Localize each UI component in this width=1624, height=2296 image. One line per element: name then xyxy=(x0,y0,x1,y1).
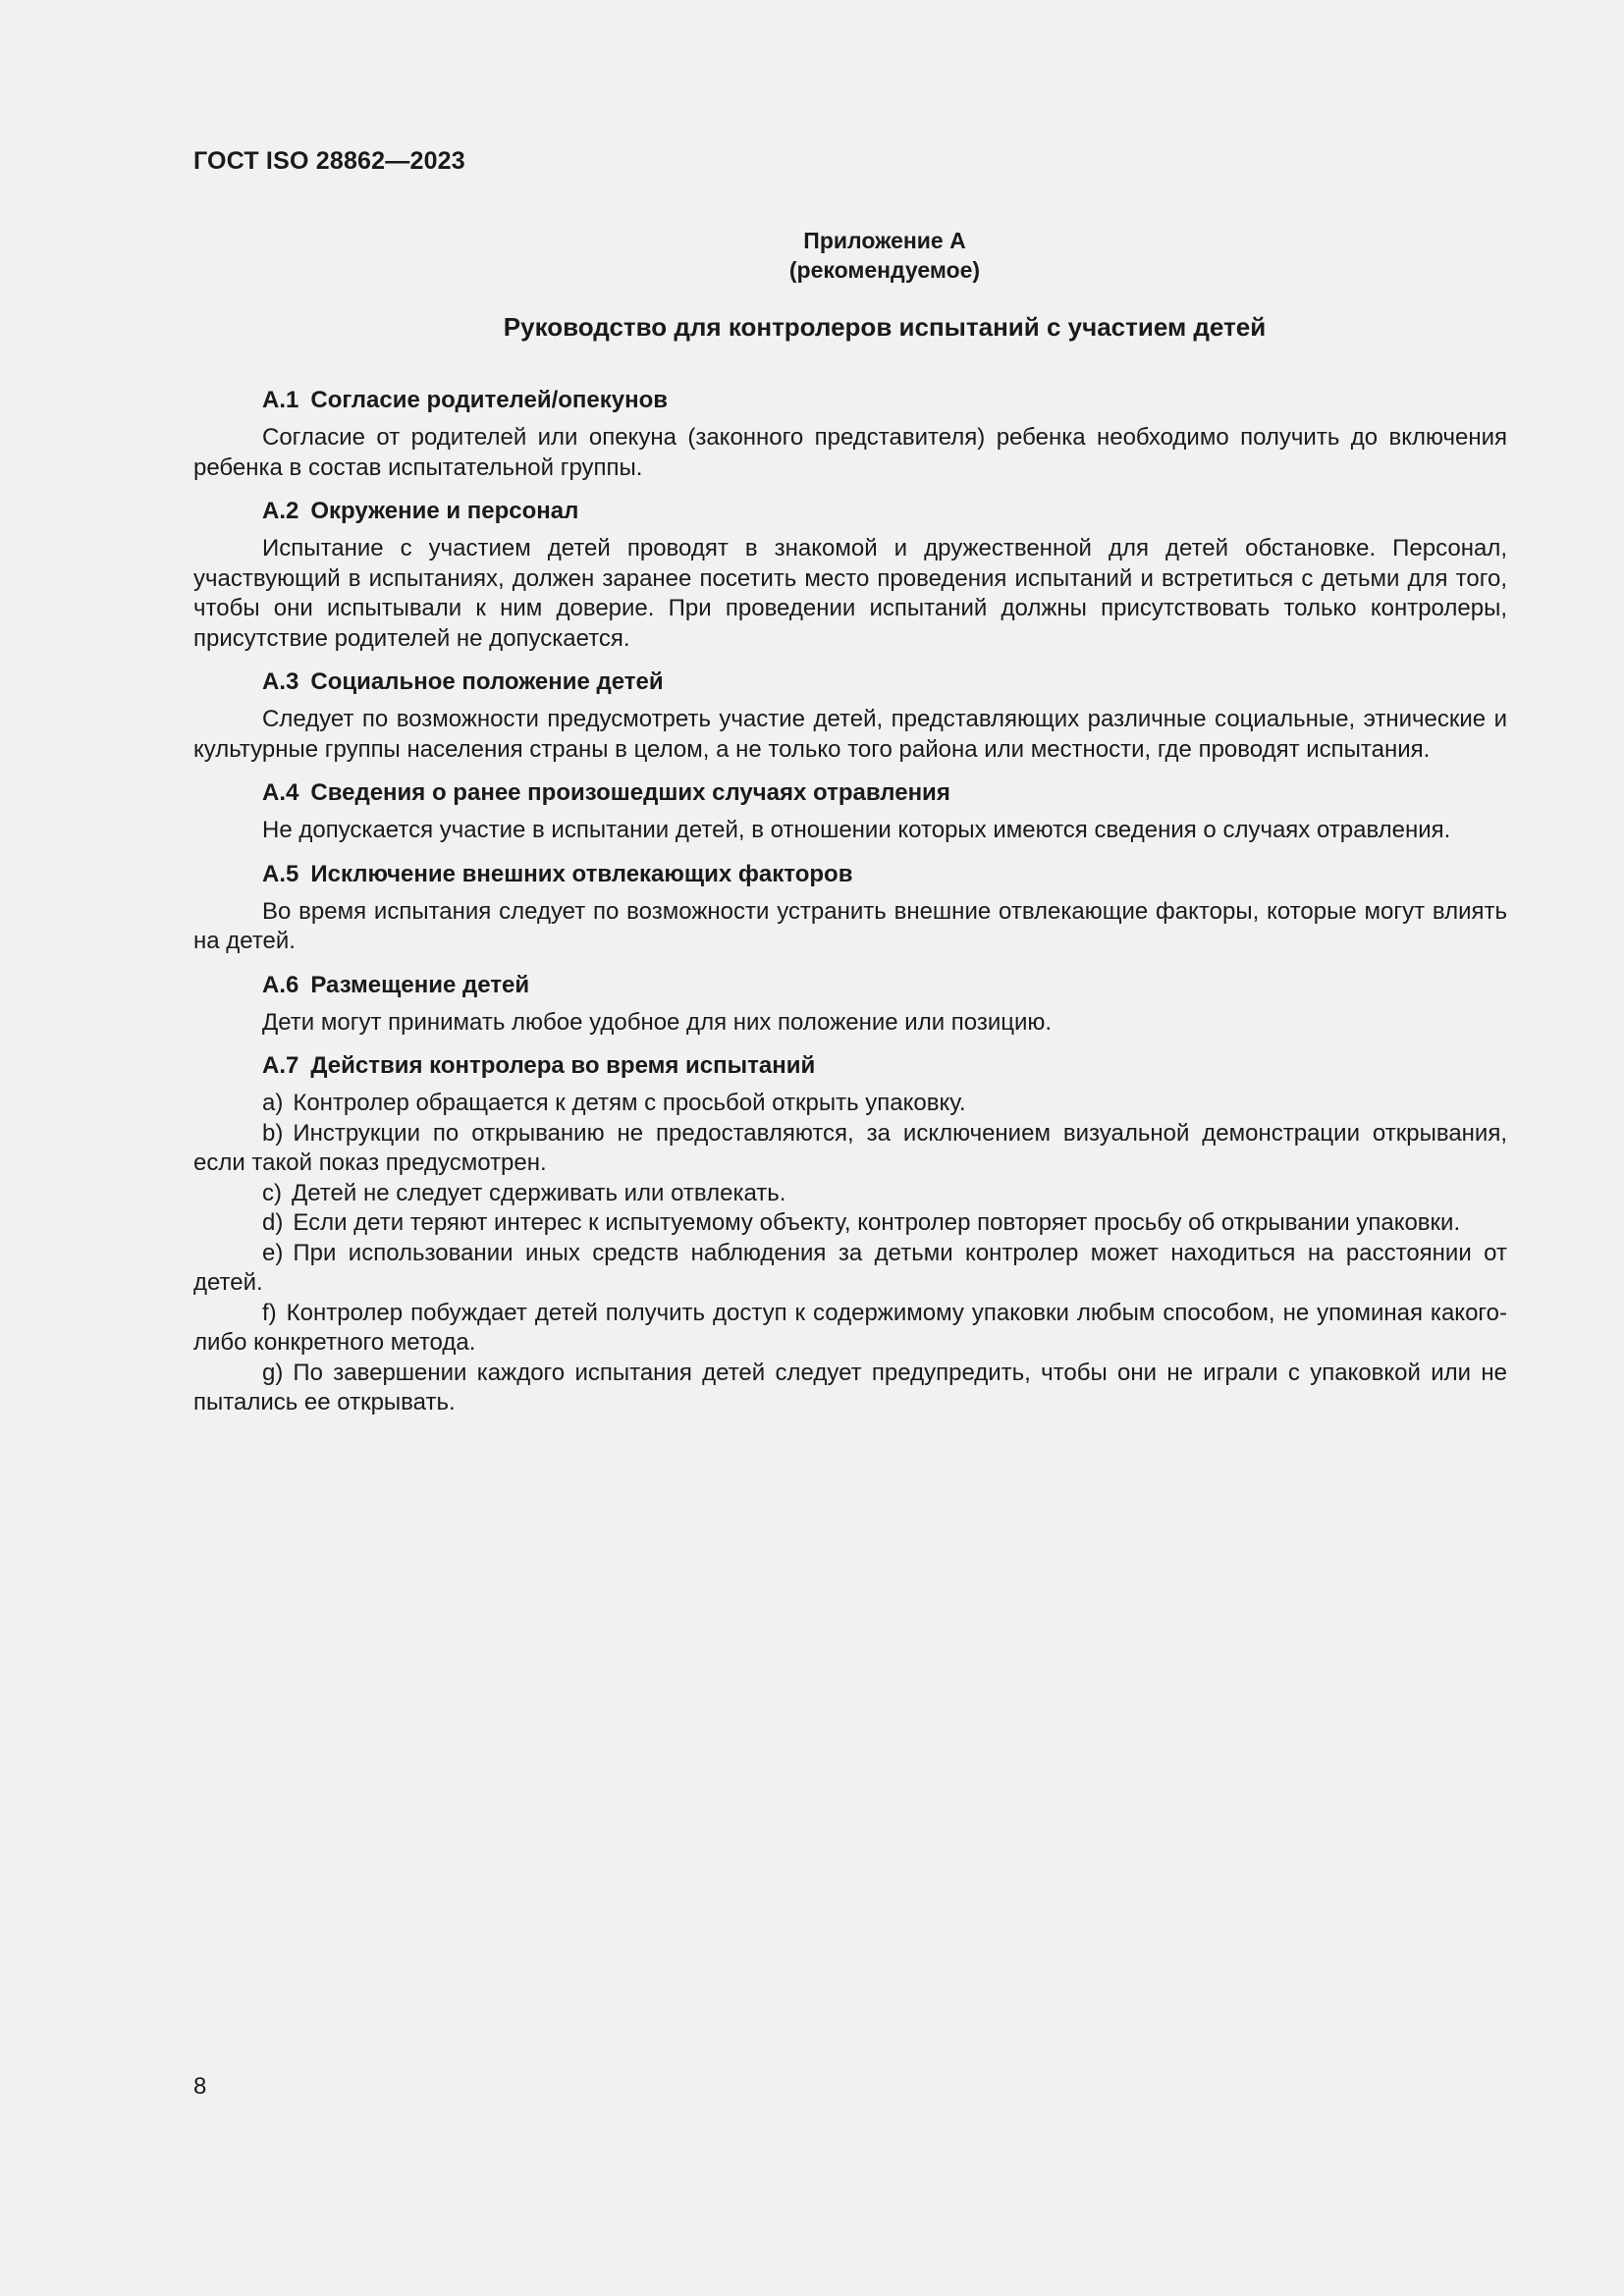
section-a1 xyxy=(193,386,1507,483)
appendix-title: Руководство для контролеров испытаний с участием детей xyxy=(503,312,1267,342)
section-number: А.2 xyxy=(262,498,299,524)
list-item-text: По завершении каждого испытания детей следует предупредить, чтобы они не играли с упаковкой или не пытались ее открывать. xyxy=(193,1359,1507,1415)
section-title: Окружение и персонал xyxy=(310,498,579,524)
section-heading xyxy=(193,497,1507,526)
section-a4 xyxy=(193,778,1507,846)
section-number: А.7 xyxy=(262,1052,299,1079)
list-item-text: Контролер побуждает детей получить доступ к содержимому упаковки любым способом, не упоминая какого-либо конкретного метода. xyxy=(193,1299,1507,1356)
page-content xyxy=(193,226,1507,1432)
list-item xyxy=(193,1208,1507,1239)
section-title: Исключение внешних отвлекающих факторов xyxy=(310,860,853,887)
section-number: А.6 xyxy=(262,971,299,998)
list-item-marker: e) xyxy=(262,1239,284,1266)
list-item-text: Если дети теряют интерес к испытуемому объекту, контролер повторяет просьбу об открывании упаковки. xyxy=(293,1209,1461,1236)
section-number: А.4 xyxy=(262,779,299,806)
section-heading xyxy=(193,860,1507,889)
list-item xyxy=(193,1089,1507,1119)
section-a2 xyxy=(193,497,1507,654)
list-item-marker: d) xyxy=(262,1209,284,1236)
appendix-status: (рекомендуемое) xyxy=(788,257,981,283)
section-number: А.5 xyxy=(262,860,299,887)
list-item xyxy=(193,1359,1507,1418)
section-heading xyxy=(193,971,1507,1000)
section-paragraph: Не допускается участие в испытании детей, в отношении которых имеются сведения о случаях отравления. xyxy=(262,817,1451,843)
section-title: Размещение детей xyxy=(310,971,530,998)
document-standard-id: ГОСТ ISO 28862—2023 xyxy=(193,147,465,175)
list-item xyxy=(193,1119,1507,1179)
section-number: А.3 xyxy=(262,668,299,695)
list-item xyxy=(193,1179,1507,1209)
list-item xyxy=(193,1299,1507,1359)
list-item-text: Детей не следует сдерживать или отвлекать. xyxy=(292,1179,786,1206)
list-item-marker: a) xyxy=(262,1090,284,1116)
list-item-text: Инструкции по открыванию не предоставляются, за исключением визуальной демонстрации открывания, если такой показ предусмотрен. xyxy=(193,1119,1507,1176)
list-item-text: Контролер обращается к детям с просьбой открыть упаковку. xyxy=(293,1090,966,1116)
section-a7 xyxy=(193,1051,1507,1418)
section-a6 xyxy=(193,971,1507,1039)
section-heading xyxy=(193,667,1507,697)
section-paragraph: Испытание с участием детей проводят в знакомой и дружественной для детей обстановке. Персонал, участвующий в испытаниях, должен заранее посетить место проведения испытаний и встретиться с детьми для того, чтобы они испытывали к ним доверие. При проведении испытаний должны присутствовать только контролеры, присутствие родителей не допускается. xyxy=(193,535,1507,652)
list-item-marker: b) xyxy=(262,1119,284,1147)
list-item-marker: g) xyxy=(262,1359,284,1386)
appendix-label: Приложение А xyxy=(803,228,966,253)
section-heading xyxy=(193,1051,1507,1081)
section-paragraph: Дети могут принимать любое удобное для них положение или позицию. xyxy=(262,1008,1053,1036)
section-title: Согласие родителей/опекунов xyxy=(310,387,669,413)
section-paragraph: Во время испытания следует по возможности устранить внешние отвлекающие факторы, которые могут влиять на детей. xyxy=(193,897,1507,954)
section-a3 xyxy=(193,667,1507,765)
section-title: Сведения о ранее произошедших случаях отравления xyxy=(310,779,950,806)
section-title: Социальное положение детей xyxy=(310,668,664,695)
section-heading xyxy=(193,778,1507,808)
section-title: Действия контролера во время испытаний xyxy=(310,1052,816,1079)
list-item-marker: f) xyxy=(262,1299,277,1326)
section-paragraph: Следует по возможности предусмотреть участие детей, представляющих различные социальные, этнические и культурные группы населения страны в целом, а не только того района или местности, где проводят испытания. xyxy=(193,706,1507,763)
section-a5 xyxy=(193,860,1507,957)
section-paragraph: Согласие от родителей или опекуна (законного представителя) ребенка необходимо получить до включения ребенка в состав испытательной группы. xyxy=(193,424,1507,481)
section-number: А.1 xyxy=(262,387,299,413)
list-item-text: При использовании иных средств наблюдения за детьми контролер может находиться на расстоянии от детей. xyxy=(193,1239,1507,1296)
section-heading xyxy=(193,386,1507,415)
list-item xyxy=(193,1239,1507,1299)
page-number: 8 xyxy=(193,2073,207,2100)
list-item-marker: c) xyxy=(262,1179,282,1206)
